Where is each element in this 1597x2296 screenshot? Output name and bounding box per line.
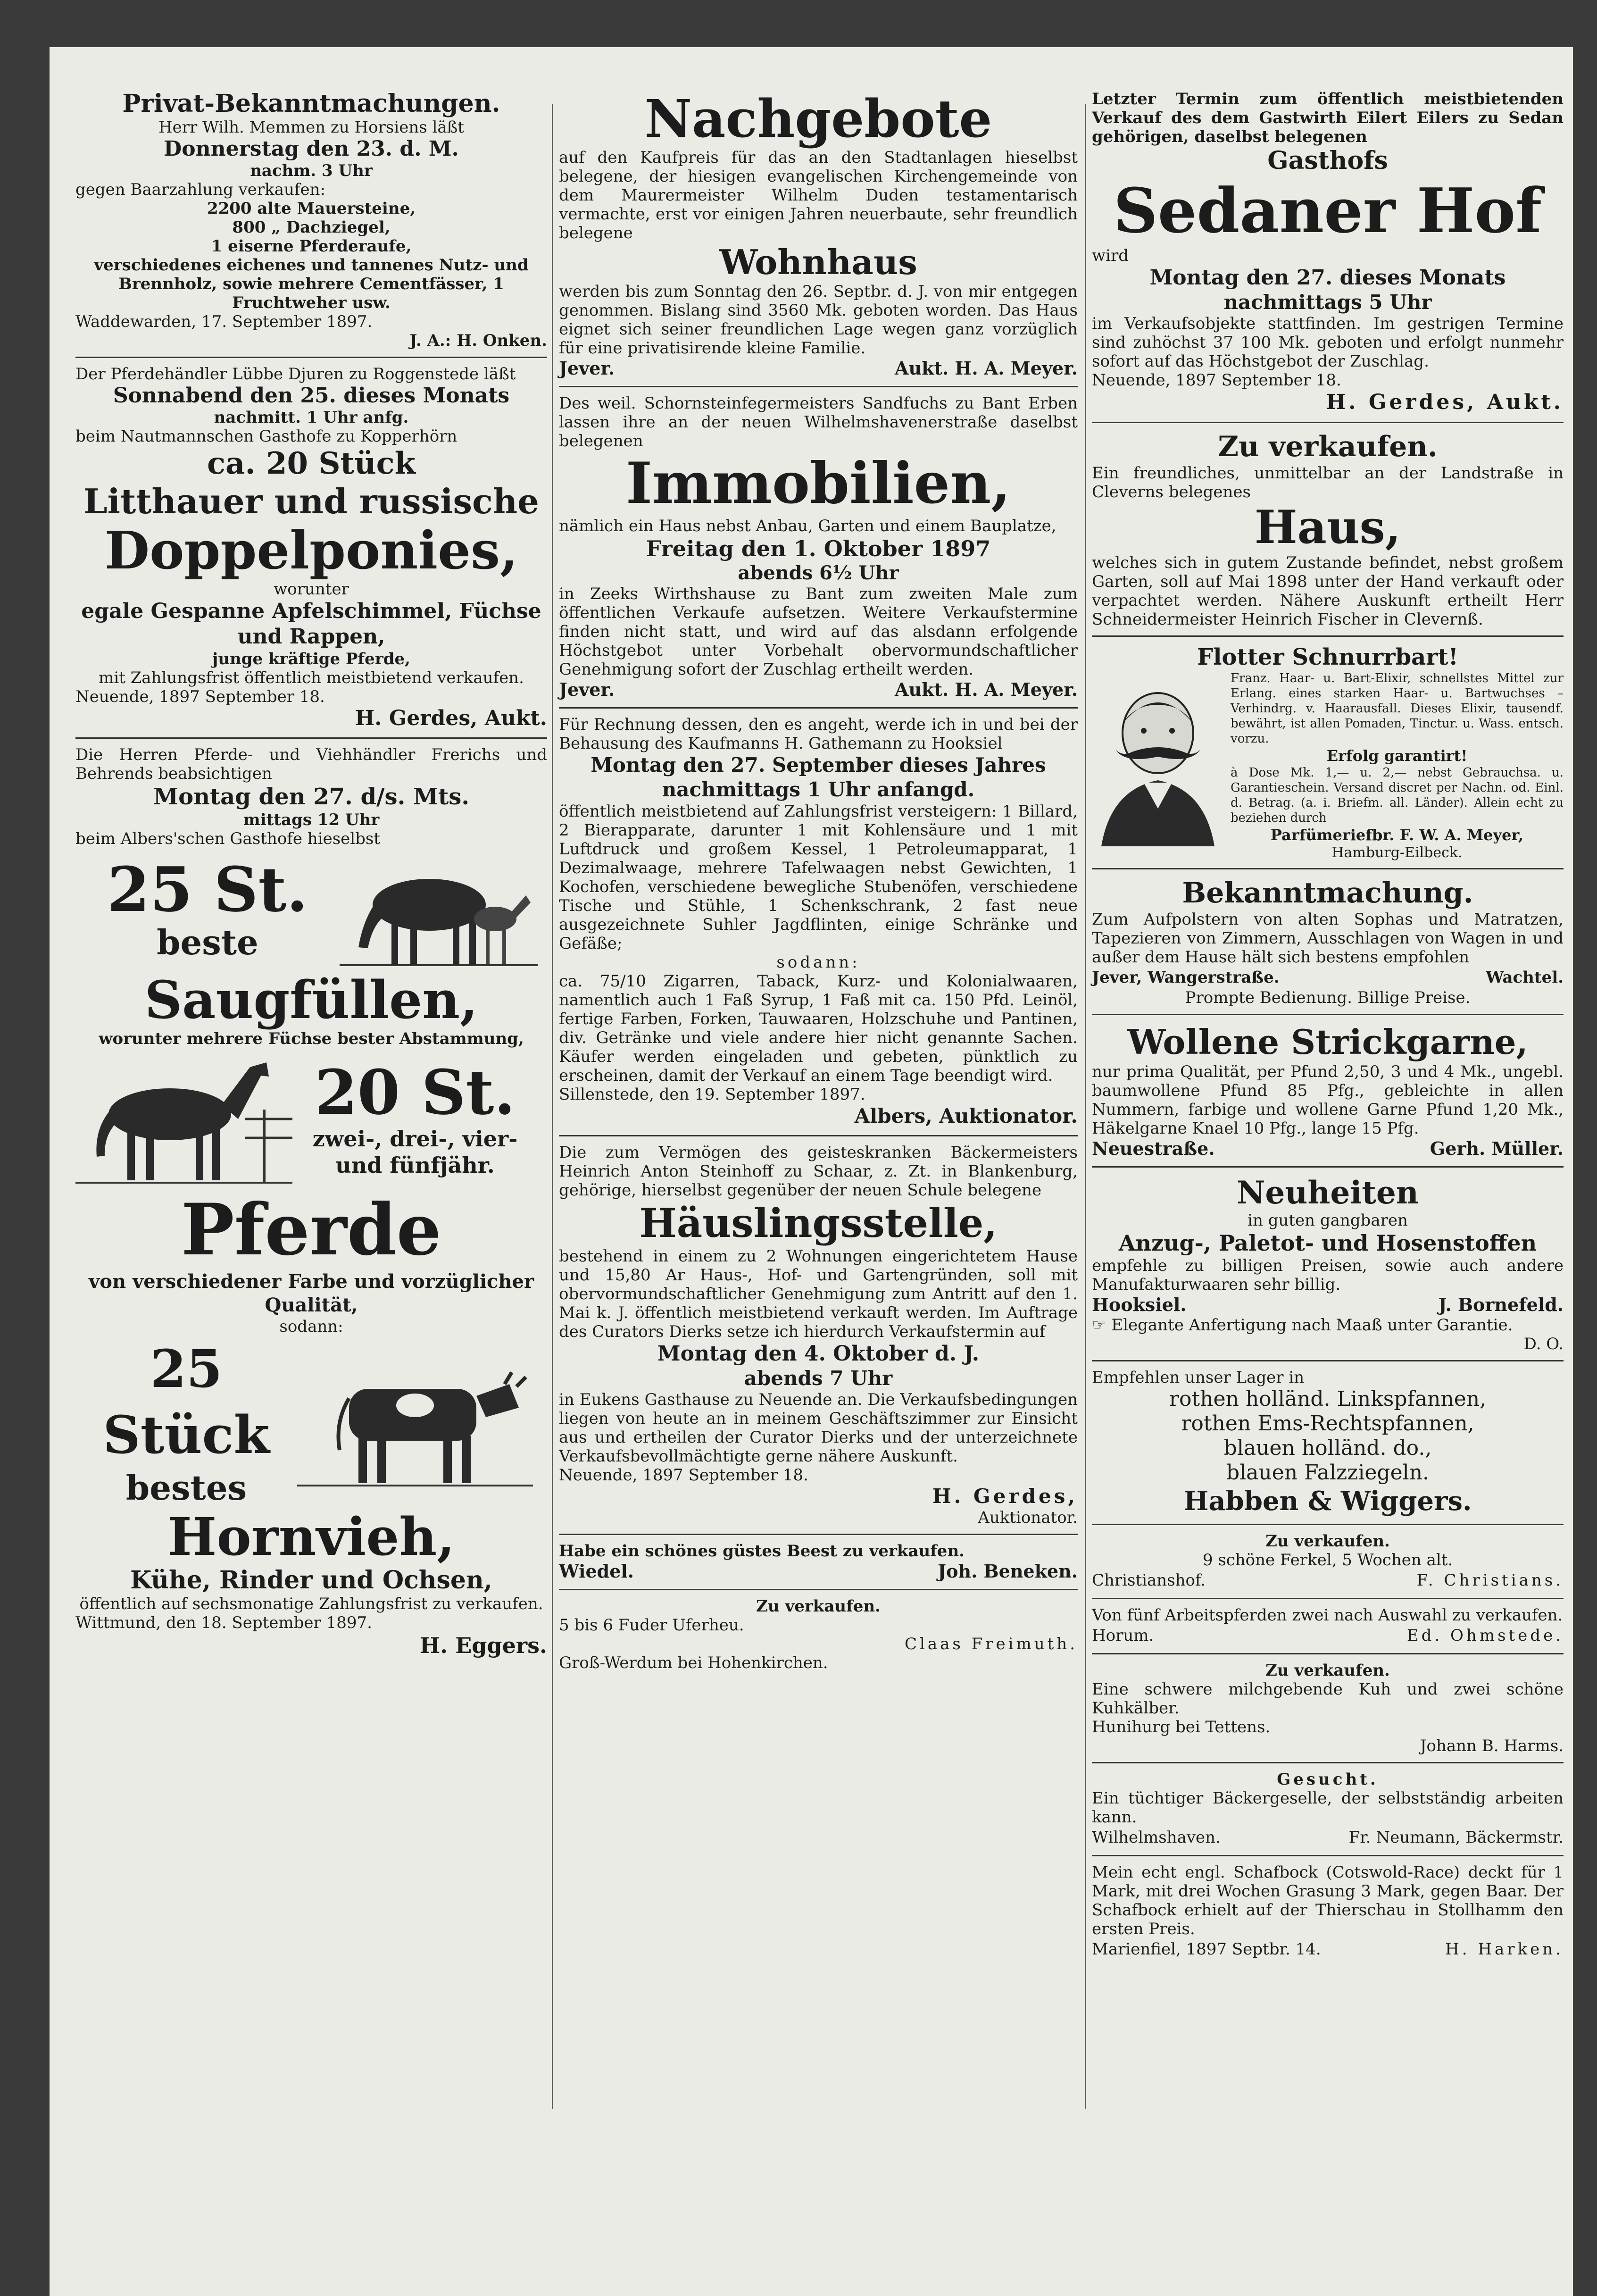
ad-text: welches sich in gutem Zustande befindet, nebst großem Garten, soll auf Mai 1898 unter der Hand verkauft oder verpachtet werden. Nähere Auskunft ertheilt Herr Schneidermeister Heinrich Fischer in Clevernß. xyxy=(1092,553,1564,629)
ad-text xyxy=(1092,1316,1564,1335)
ad-text-inner: Elegante Anfertigung nach Maaß unter Garantie. xyxy=(1111,1316,1513,1335)
schnurrbart-block xyxy=(1092,671,1564,861)
column-divider xyxy=(1085,104,1086,2109)
ad-time: nachmitt. 1 Uhr anfg. xyxy=(214,408,409,427)
ad-quantity: 25 Stück xyxy=(103,1338,270,1465)
ad-heading: Anzug-, Paletot- und Hosenstoffen xyxy=(1118,1230,1537,1256)
ad-text: gegen Baarzahlung verkaufen: xyxy=(75,180,325,199)
ad-signer: Gerh. Müller. xyxy=(1430,1138,1564,1159)
cow-illustration xyxy=(297,1351,533,1493)
ad-signature xyxy=(559,679,1078,701)
cattle-block xyxy=(75,1336,547,1508)
ad-headline: Doppelponies, xyxy=(104,520,518,581)
ad-quantity: 25 St. xyxy=(107,853,308,926)
ad-title: Privat-Bekanntmachungen. xyxy=(122,89,500,118)
ad-beest xyxy=(559,1542,1078,1582)
divider xyxy=(1092,1166,1564,1168)
column-middle xyxy=(559,90,1078,1677)
ad-place: Hooksiel. xyxy=(1092,1294,1187,1315)
ad-ferkel xyxy=(1092,1532,1564,1591)
ad-text: nur prima Qualität, per Pfund 2,50, 3 und 4 Mk., ungebl. baumwollene Pfund 85 Pfg., gebleichte in allen Nummern, farbige und wollene Garne Pfund 1,20 Mk., Häkelgarne Knael 10 Pfg., lange 15 Pfg. xyxy=(1092,1062,1564,1138)
ad-headline: Häuslingsstelle, xyxy=(639,1200,998,1246)
divider xyxy=(1092,1524,1564,1525)
ad-item: 2200 alte Mauersteine, xyxy=(207,199,416,218)
ad-signature xyxy=(1092,1625,1564,1646)
divider xyxy=(75,357,547,358)
ad-signer: Fr. Neumann, Bäckermstr. xyxy=(1348,1828,1564,1847)
column-right xyxy=(1092,90,1564,1965)
ad-place-date: Waddewarden, 17. September 1897. xyxy=(75,312,373,331)
ad-headline: Saugfüllen, xyxy=(144,969,478,1030)
ad-place-date: Wittmund, den 18. September 1897. xyxy=(75,1613,372,1632)
ad-signer: Parfümeriefbr. F. W. A. Meyer, xyxy=(1270,826,1524,844)
ad-time: nachm. 3 Uhr xyxy=(250,161,373,180)
ad-time: nachmittags 5 Uhr xyxy=(1223,291,1432,314)
ad-heading: beste xyxy=(157,922,258,962)
ad-text: auf den Kaufpreis für das an den Stadtanlagen hieselbst belegene, der hiesigen evangelischen Kirchengemeinde von dem Maurermeister Wilhelm Duden testamentarisch vermachte, erst vor einigen Jahren neuerbaute, sehr freundlich belegene xyxy=(559,148,1078,242)
ad-text: Erfolg garantirt! xyxy=(1326,747,1468,765)
ad-signature: Habben & Wiggers. xyxy=(1183,1486,1472,1517)
ad-item: rothen holländ. Linkspfannen, xyxy=(1169,1387,1487,1411)
ad-signer: J. Bornefeld. xyxy=(1438,1294,1564,1315)
divider xyxy=(559,1135,1078,1136)
ad-text: 5 bis 6 Fuder Uferheu. xyxy=(559,1616,744,1635)
divider xyxy=(559,1589,1078,1590)
ad-time: nachmittags 1 Uhr anfangd. xyxy=(662,778,975,801)
divider xyxy=(1092,1014,1564,1015)
ad-text: Der Pferdehändler Lübbe Djuren zu Roggenstede läßt xyxy=(75,365,516,384)
ad-text: 9 schöne Ferkel, 5 Wochen alt. xyxy=(1202,1551,1453,1570)
ad-signature: H. Gerdes, Aukt. xyxy=(1326,390,1564,414)
ad-place: Jever. xyxy=(559,358,615,379)
ad-text: worunter xyxy=(274,580,349,599)
pointing-hand-icon: ☞ xyxy=(1092,1316,1112,1335)
ad-text: junge kräftige Pferde, xyxy=(212,650,410,668)
ad-place-date: Neuende, 1897 September 18. xyxy=(559,1466,808,1485)
ad-text: Prompte Bedienung. Billige Preise. xyxy=(1185,988,1471,1007)
ad-text: in Zeeks Wirthshause zu Bant zum zweiten Male zum öffentlichen Verkaufe aufsetzen. Weitere Verkaufstermine finden nicht statt, und wird auf das alsdann erfolgende Höchstgebot unter Vorbehalt obervormundschaftlicher Genehmigung sofort der Zuschlag ertheilt werden. xyxy=(559,584,1078,679)
ad-text: Eine schwere milchgebende Kuh und zwei schöne Kuhkälber. xyxy=(1092,1680,1564,1718)
ad-text: Mein echt engl. Schafbock (Cotswold-Race) deckt für 1 Mark, mit drei Wochen Grasung 3 Mark, gegen Baar. Der Schafbock erhielt auf der Thierschau in Stollhamm den ersten Preis. xyxy=(1092,1863,1564,1938)
ad-headline: Wollene Strickgarne, xyxy=(1127,1022,1528,1062)
ad-heading: Litthauer und russische xyxy=(83,481,539,521)
ad-place: Hamburg-Eilbeck. xyxy=(1331,844,1463,861)
horses-block xyxy=(75,1048,547,1190)
ad-neuheiten xyxy=(1092,1174,1564,1353)
ad-place: Horum. xyxy=(1092,1626,1154,1645)
ad-signer: Wachtel. xyxy=(1486,968,1564,987)
ad-title: Zu verkaufen. xyxy=(1265,1532,1390,1551)
ad-headline: Sedaner Hof xyxy=(1113,175,1542,247)
ad-signature xyxy=(1092,1138,1564,1160)
mustache-man-portrait xyxy=(1092,686,1224,846)
ad-text: im Verkaufsobjekte stattfinden. Im gestrigen Termine sind zuhöchst 37 100 Mk. geboten und erfolgt nunmehr sofort auf das Höchstgebot der Zuschlag. xyxy=(1092,314,1564,371)
ad-date: Freitag den 1. Oktober 1897 xyxy=(646,536,991,561)
ad-quantity: 20 St. xyxy=(315,1056,516,1128)
foals-block xyxy=(75,848,547,971)
ad-bekanntmachung xyxy=(1092,876,1564,1007)
ad-time: mittags 12 Uhr xyxy=(243,810,380,829)
ad-signature xyxy=(1092,1294,1564,1316)
ad-date: Donnerstag den 23. d. M. xyxy=(164,137,459,161)
ad-signature xyxy=(1092,967,1564,988)
divider xyxy=(1092,868,1564,869)
divider xyxy=(1092,1855,1564,1856)
ad-text: Empfehlen unser Lager in xyxy=(1092,1368,1305,1387)
ad-time: abends 7 Uhr xyxy=(744,1367,893,1390)
ad-place: Christianshof. xyxy=(1092,1571,1206,1590)
ad-text: Franz. Haar- u. Bart-Elixir, schnellstes Mittel zur Erlang. eines starken Haar- u. Bartwuchses – Verhindrg. v. Haarausfall. Dieses Elixir, tausendf. bewährt, ist allen Pomaden, Tinctur. u. Wass. entsch. vorzu. xyxy=(1231,671,1564,746)
ad-uferheu xyxy=(559,1597,1078,1672)
ad-item: verschiedenes eichenes und tannenes Nutz- und Brennholz, sowie mehrere Cementfässer, 1 Fruchtweher usw. xyxy=(94,256,529,312)
ad-heading: Kühe, Rinder und Ochsen, xyxy=(130,1566,492,1595)
ad-text: Ein tüchtiger Bäckergeselle, der selbstständig arbeiten kann. xyxy=(1092,1789,1564,1827)
ad-place-date: Neuende, 1897 September 18. xyxy=(1092,371,1341,390)
ad-heading: Gasthofs xyxy=(1267,146,1388,175)
ad-place: Groß-Werdum bei Hohenkirchen. xyxy=(559,1653,828,1672)
ad-haus-clevern xyxy=(1092,430,1564,629)
ad-text: nämlich ein Haus nebst Anbau, Garten und einem Bauplatze, xyxy=(559,517,1056,535)
ad-signature xyxy=(1092,1938,1564,1960)
ad-quantity: ca. 20 Stück xyxy=(207,446,416,481)
newspaper-page xyxy=(50,47,1573,2296)
ad-heading: bestes xyxy=(125,1468,247,1508)
ad-text: Des weil. Schornsteinfegermeisters Sandfuchs zu Bant Erben lassen ihre an der neuen Wilhelmshavenerstraße daselbst belegenen xyxy=(559,394,1078,451)
ad-text: wird xyxy=(1092,246,1129,265)
ad-kuh xyxy=(1092,1661,1564,1755)
ad-initials: D. O. xyxy=(1523,1335,1564,1353)
ad-signer: H. Harken. xyxy=(1445,1940,1564,1959)
ad-arbeitspferde xyxy=(1092,1606,1564,1646)
column-divider xyxy=(552,104,553,2109)
divider xyxy=(1092,1762,1564,1763)
divider xyxy=(559,707,1078,709)
ad-signer: Aukt. H. A. Meyer. xyxy=(894,679,1078,700)
ad-signature xyxy=(1092,1570,1564,1591)
ad-signature xyxy=(1092,1827,1564,1848)
ad-text: beim Albers'schen Gasthofe hieselbst xyxy=(75,829,381,848)
divider xyxy=(559,386,1078,387)
ad-text: Letzter Termin zum öffentlich meistbietenden Verkauf des dem Gastwirth Eilert Eilers zu Sedan gehörigen, daselbst belegenen xyxy=(1092,90,1564,146)
column-left xyxy=(75,90,547,1663)
ad-text: werden bis zum Sonntag den 26. Septbr. d. J. von mir entgegen genommen. Bislang sind 3560 Mk. geboten worden. Das Haus eignet sich seiner freundlichen Lage wegen ganz vorzüglich für eine privatisirende kleine Familie. xyxy=(559,282,1078,358)
mare-and-foal-illustration xyxy=(340,848,538,971)
ad-immobilien xyxy=(559,394,1078,701)
ad-date: Montag den 27. d/s. Mts. xyxy=(153,784,470,810)
ad-place: Wilhelmshaven. xyxy=(1092,1828,1221,1847)
ad-text: egale Gespanne Apfelschimmel, Füchse und Rappen, xyxy=(81,599,541,649)
ad-item: rothen Ems-Rechtspfannen, xyxy=(1181,1411,1474,1436)
ad-haeuslingsstelle xyxy=(559,1143,1078,1527)
ad-text: Zum Aufpolstern von alten Sophas und Matratzen, Tapezieren von Zimmern, Ausschlagen von Wagen in und außer dem Hause hält sich bestens empfohlen xyxy=(1092,910,1564,967)
ad-heading: Wohnhaus xyxy=(719,242,917,282)
ad-signature xyxy=(559,358,1078,379)
ad-place-date: Neuende, 1897 September 18. xyxy=(75,687,325,706)
ad-sedaner-hof xyxy=(1092,90,1564,415)
ad-place: Jever, Wangerstraße. xyxy=(1092,968,1280,987)
ad-signer: F. Christians. xyxy=(1416,1571,1564,1590)
ad-headline: Hornvieh, xyxy=(167,1506,455,1567)
ad-item: 1 eiserne Pferderaufe, xyxy=(211,237,412,256)
ad-text: Die zum Vermögen des geisteskranken Bäckermeisters Heinrich Anton Steinhoff zu Schaar, z. Zt. in Blankenburg, gehörige, hierselbst gegenüber der neuen Schule belegene xyxy=(559,1143,1078,1200)
ad-signer: Aukt. H. A. Meyer. xyxy=(894,358,1078,379)
ad-signer-title: Auktionator. xyxy=(978,1508,1078,1527)
ad-text: mit Zahlungsfrist öffentlich meistbietend verkaufen. xyxy=(99,668,524,687)
ad-signature: Johann B. Harms. xyxy=(1420,1737,1564,1755)
ad-text: Für Rechnung dessen, den es angeht, werde ich in und bei der Behausung des Kaufmanns H. Gathemann zu Hooksiel xyxy=(559,715,1078,753)
ad-text: empfehle zu billigen Preisen, sowie auch andere Manufakturwaaren sehr billig. xyxy=(1092,1256,1564,1294)
ad-signature: H. Gerdes, xyxy=(932,1485,1078,1508)
ad-text: Ein freundliches, unmittelbar an der Landstraße in Cleverns belegenes xyxy=(1092,464,1564,501)
ad-headline: Haus, xyxy=(1254,501,1401,554)
ad-title: Zu verkaufen. xyxy=(756,1597,881,1616)
divider xyxy=(1092,422,1564,423)
ad-text: à Dose Mk. 1,— u. 2,— nebst Gebrauchsa. u. Garantieschein. Versand discret per Nachn. od. Einl. d. Betrag. (a. i. Briefm. all. Länder). Allein echt zu beziehen durch xyxy=(1231,766,1564,825)
ad-private-announcements xyxy=(75,90,547,350)
ad-text: bestehend in einem zu 2 Wohnungen eingerichtetem Hause und 15,80 Ar Haus-, Hof- und Gartengründen, soll mit obervormundschaftlicher Genehmigung zum Antritt auf den 1. Mai k. J. öffentlich meistbietend verkauft werden. Im Auftrage des Curators Dierks setze ich hierdurch Verkaufstermin auf xyxy=(559,1247,1078,1341)
ad-title: Zu verkaufen. xyxy=(1218,430,1438,463)
ad-doppelponies xyxy=(75,365,547,731)
ad-text: worunter mehrere Füchse bester Abstammung, xyxy=(99,1029,524,1048)
ad-place: Neuestraße. xyxy=(1092,1138,1215,1159)
ad-date: Montag den 4. Oktober d. J. xyxy=(657,1342,980,1366)
ad-signature: J. A.: H. Onken. xyxy=(409,331,547,350)
divider xyxy=(75,737,547,739)
ad-signature: H. Eggers. xyxy=(419,1633,547,1658)
ad-schafbock xyxy=(1092,1863,1564,1960)
ad-date: Montag den 27. September dieses Jahres xyxy=(591,753,1046,776)
ad-date: Montag den 27. dieses Monats xyxy=(1149,266,1506,290)
ad-time: abends 6½ Uhr xyxy=(738,562,899,584)
ad-signature: Claas Freimuth. xyxy=(904,1635,1078,1653)
ad-headline: Pferde xyxy=(181,1188,442,1271)
ad-text: öffentlich auf sechsmonatige Zahlungsfrist zu verkaufen. xyxy=(79,1595,543,1613)
ad-text: Herr Wilh. Memmen zu Horsiens läßt xyxy=(158,118,465,137)
ad-text: sodann: xyxy=(279,1317,343,1336)
ad-text: öffentlich meistbietend auf Zahlungsfrist versteigern: 1 Billard, 2 Bierapparate, darunter 1 mit Kohlensäure und 1 mit Luftdruck und großem Kessel, 1 Petroleumapparat, 1 Dezimalwaage, mehrere Tafelwaagen nebst Gewichten, 1 Kochofen, verschiedene bewegliche Stubenöfen, verschiedene Tische und Stühle, 1 Schenkschrank, 2 fast neue ausgezeichnete Suhler Jagdflinten, einige Schränke und Gefäße; xyxy=(559,802,1078,953)
ad-text: in guten gangbaren xyxy=(1248,1211,1408,1230)
ad-place-date: Sillenstede, den 19. September 1897. xyxy=(559,1085,865,1104)
ad-text: Habe ein schönes güstes Beest zu verkaufen. xyxy=(559,1542,965,1561)
ad-place: Jever. xyxy=(559,679,615,700)
ad-place: Hunihurg bei Tettens. xyxy=(1092,1718,1271,1737)
ad-signer: Joh. Beneken. xyxy=(938,1561,1078,1582)
ad-date: Sonnabend den 25. dieses Monats xyxy=(113,384,510,408)
horse-illustration xyxy=(75,1048,292,1190)
ad-text: von verschiedener Farbe und vorzüglicher Qualität, xyxy=(89,1270,534,1316)
ad-gesucht xyxy=(1092,1770,1564,1848)
ad-title: Zu verkaufen. xyxy=(1265,1661,1390,1680)
ad-item: blauen Falzziegeln. xyxy=(1226,1461,1430,1485)
ad-place-date: Marienfiel, 1897 Septbr. 14. xyxy=(1092,1940,1321,1959)
ad-dachziegel xyxy=(1092,1368,1564,1517)
ad-text: zwei-, drei-, vier- und fünfjähr. xyxy=(312,1126,518,1178)
ad-title: Bekanntmachung. xyxy=(1182,877,1473,910)
ad-schnurrbart xyxy=(1092,643,1564,861)
ad-item: 800 „ Dachziegel, xyxy=(232,218,391,237)
ad-text: Von fünf Arbeitspferden zwei nach Auswahl zu verkaufen. xyxy=(1092,1606,1563,1625)
ad-item: blauen holländ. do., xyxy=(1223,1436,1432,1460)
ad-title: Neuheiten xyxy=(1237,1174,1419,1211)
ad-text: beim Nautmannschen Gasthofe zu Kopperhörn xyxy=(75,427,457,446)
ad-headline: Nachgebote xyxy=(644,88,992,149)
ad-strickgarne xyxy=(1092,1022,1564,1160)
divider xyxy=(1092,1653,1564,1654)
ad-nachgebote xyxy=(559,90,1078,379)
ad-signer: Ed. Ohmstede. xyxy=(1406,1626,1564,1645)
ad-signature: Albers, Auktionator. xyxy=(854,1104,1078,1127)
ad-horse-cattle-sale xyxy=(75,745,547,1659)
ad-title: Gesucht. xyxy=(1277,1770,1379,1789)
divider xyxy=(1092,1598,1564,1599)
ad-text: ca. 75/10 Zigarren, Taback, Kurz- und Kolonialwaaren, namentlich auch 1 Faß Syrup, 1 Faß mit ca. 150 Pfd. Leinöl, fertige Farben, Forken, Tauwaaren, Holzschuhe und Pantinen, div. Getränke und viele andere hier nicht genannte Sachen. Käufer werden eingeladen und gebeten, pünktlich zu erscheinen, damit der Verkauf an einem Tage beendigt wird. xyxy=(559,972,1078,1085)
ad-signature: H. Gerdes, Aukt. xyxy=(355,706,547,730)
divider xyxy=(1092,1360,1564,1361)
divider xyxy=(1092,635,1564,637)
ad-title: Flotter Schnurrbart! xyxy=(1197,644,1458,670)
ad-signature xyxy=(559,1561,1078,1582)
ad-text: sodann: xyxy=(776,953,860,972)
ad-text: Die Herren Pferde- und Viehhändler Frerichs und Behrends beabsichtigen xyxy=(75,745,547,783)
divider xyxy=(559,1534,1078,1535)
ad-text: in Eukens Gasthause zu Neuende an. Die Verkaufsbedingungen liegen von heute an in meinem Geschäftszimmer zur Einsicht aus und ertheilen der Curator Dierks und der unterzeichnete Verkaufsbevollmächtigte gerne nähere Auskunft. xyxy=(559,1390,1078,1466)
ad-auction-hooksiel xyxy=(559,715,1078,1128)
ad-place: Wiedel. xyxy=(559,1561,634,1582)
ad-headline: Immobilien, xyxy=(625,450,1011,517)
